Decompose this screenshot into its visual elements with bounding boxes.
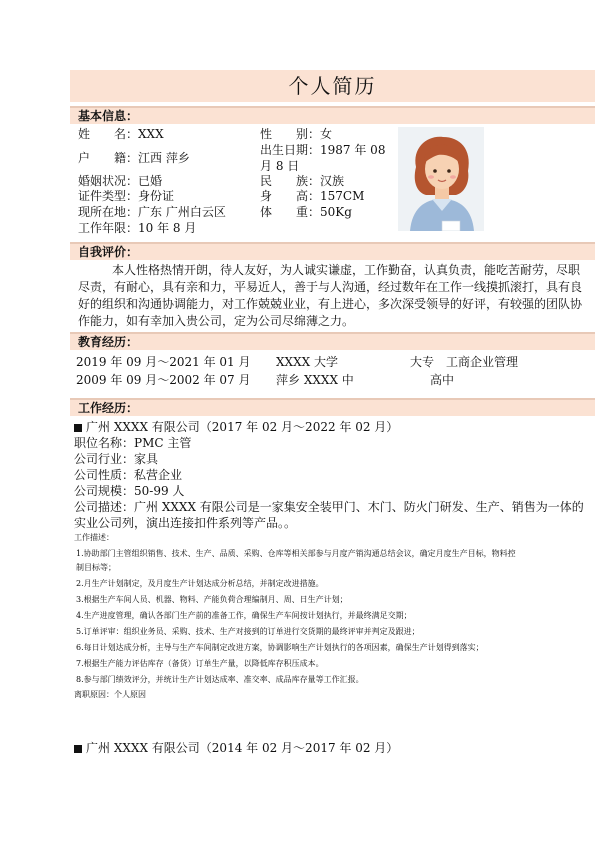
work-nature: 公司性质：私营企业 (74, 468, 183, 482)
location-value: 广东 广州白云区 (138, 205, 226, 219)
bullet-square-icon (74, 745, 82, 753)
work-header-text: 广州 XXXX 有限公司（2014 年 02 月～2017 年 02 月） (86, 741, 399, 755)
gender-row (260, 126, 332, 142)
hometown-label: 户 籍： (78, 151, 139, 165)
self-eval (78, 262, 584, 330)
location-row (78, 204, 226, 220)
ethnic-label: 民 族： (260, 174, 321, 188)
edu-degree: 大专 (410, 355, 435, 369)
duties-title: 工作描述： (74, 533, 114, 542)
duty-line: 8.参与部门绩效评分，并统计生产计划达成率、准交率、成品库存量等工作汇报。 (76, 675, 364, 684)
leave-reason: 离职原因：个人原因 (74, 690, 146, 699)
duty-line: 7.根据生产能力评估库存（备货）订单生产量，以降低库存积压成本。 (76, 659, 324, 668)
years-label: 工作年限： (78, 221, 139, 235)
work-industry: 公司行业：家具 (74, 452, 159, 466)
gender-value: 女 (320, 127, 333, 141)
section-work-title: 工作经历： (78, 401, 139, 415)
work-desc-line: 实业公司列，演出连接扣件系列等产品。。 (74, 516, 297, 530)
edu-period: 2009 年 09 月～2002 年 07 月 (76, 373, 251, 387)
bullet-square-icon (74, 424, 82, 432)
section-work (70, 398, 595, 416)
self-eval-line: 尽责，有耐心，具有亲和力，平易近人，善于与人沟通，经过数年在工作一线摸抓滚打，具有良 (78, 280, 583, 294)
work-position: 职位名称：PMC 主管 (74, 436, 192, 450)
self-eval-line: 作能力，如有幸加入贵公司，定为公司尽绵薄之力。 (78, 314, 355, 328)
birth-row (260, 142, 385, 158)
section-basic-title: 基本信息： (78, 109, 139, 123)
duty-line: 6.每日计划达成分析，主导与生产车间制定改进方案，协调影响生产计划执行的各项因素，确保生产计划得到落实； (76, 643, 484, 652)
section-edu-title: 教育经历： (78, 335, 139, 349)
edu-period: 2019 年 09 月～2021 年 01 月 (76, 355, 251, 369)
duty-line: 3.根据生产车间人员、机器、物料、产能负荷合理编制月、周、日生产计划； (76, 595, 348, 604)
work-header (74, 740, 398, 756)
duty-line: 2.月生产计划制定，及月度生产计划达成分析总结，并制定改进措施。 (76, 579, 324, 588)
duty-line: 制目标等； (76, 563, 116, 572)
duty-line: 4.生产进度管理，确认各部门生产前的准备工作，确保生产车间按计划执行，并最终满足交期； (76, 611, 412, 620)
marriage-row (78, 173, 162, 189)
section-self-title: 自我评价： (78, 245, 139, 259)
hometown-value: 江西 萍乡 (138, 151, 190, 165)
avatar-illustration (398, 127, 484, 231)
section-basic (70, 106, 595, 124)
self-eval-line: 好的组织和沟通协调能力，对工作兢兢业业，有上进心，多次深受领导的好评，有较强的团队协 (78, 297, 583, 311)
edu-degree: 高中 (430, 373, 455, 387)
name-row (78, 126, 164, 142)
location-label: 现所在地： (78, 205, 139, 219)
birth-value: 1987 年 08 (320, 143, 386, 157)
work-desc-line: 公司描述：广州 XXXX 有限公司是一家集安全装甲门、木门、防火门研发、生产、销售为一体的 (74, 500, 584, 514)
idtype-label: 证件类型： (78, 189, 139, 203)
edu-major: 工商企业管理 (446, 355, 519, 369)
self-eval-line: 本人性格热情开朗，待人友好，为人诚实谦虚，工作勤奋，认真负责，能吃苦耐劳，尽职 (112, 263, 581, 277)
duty-line: 1.协助部门主管组织销售、技术、生产、品质、采购、仓库等相关部参与月度产销沟通总结会议，确定月度生产目标，物料控 (76, 549, 516, 558)
title-bar (70, 70, 595, 102)
name-label: 姓 名： (78, 127, 139, 141)
height-row (260, 188, 364, 204)
ethnic-value: 汉族 (320, 174, 345, 188)
weight-label: 体 重： (260, 205, 321, 219)
avatar (398, 127, 484, 231)
height-label: 身 高： (260, 189, 321, 203)
birth-label: 出生日期： (260, 143, 321, 157)
marriage-value: 已婚 (138, 174, 163, 188)
birth-value-2: 月 8 日 (260, 159, 300, 173)
work-scale: 公司规模：50-99 人 (74, 484, 185, 498)
duty-line: 5.订单评审：组织业务员、采购、技术、生产对接到的订单进行交货期的最终评审并判定及跟进； (76, 627, 420, 636)
idtype-row (78, 188, 174, 204)
work-header (74, 419, 398, 435)
section-edu (70, 332, 595, 350)
weight-row (260, 204, 352, 220)
marriage-label: 婚姻状况： (78, 174, 139, 188)
work-header-text: 广州 XXXX 有限公司（2017 年 02 月～2022 年 02 月） (86, 420, 399, 434)
hometown-row (78, 150, 190, 166)
ethnic-row (260, 173, 344, 189)
gender-label: 性 别： (260, 127, 321, 141)
years-value: 10 年 8 月 (138, 221, 197, 235)
years-row (78, 220, 196, 236)
birth-row-2 (260, 158, 299, 174)
idtype-value: 身份证 (138, 189, 175, 203)
weight-value: 50Kg (320, 205, 352, 219)
name-value: XXX (138, 127, 164, 141)
edu-school: XXXX 大学 (276, 355, 338, 369)
page-title: 个人简历 (288, 74, 377, 98)
edu-school: 萍乡 XXXX 中 (276, 373, 354, 387)
section-self (70, 242, 595, 260)
height-value: 157CM (320, 189, 365, 203)
